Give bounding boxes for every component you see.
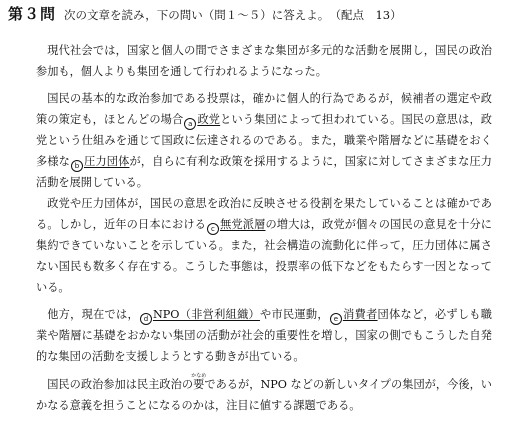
- question-instruction: 次の文章を読み，下の問い（問１～５）に答えよ。: [64, 8, 330, 22]
- passage-paragraph-1: 現代社会では，国家と個人の間でさまざまな集団が多元的な活動を展開し，国民の政治参加も，個人よりも集団を通して行われるようになった。: [36, 44, 492, 78]
- term-e-consumer: 消費者: [342, 308, 378, 321]
- passage: [36, 40, 492, 416]
- term-a-political-party: 政党: [197, 113, 221, 126]
- marker-d-icon: d: [140, 313, 152, 325]
- marker-e-icon: e: [330, 313, 342, 325]
- passage-paragraph-2: 国民の基本的な政治参加である投票は，確かに個人的行為であるが，候補者の選定や政策の策定も，ほとんどの場合 a 政党という集団によって担われている。国民の意思は，政党という仕組みを通じて国政に伝達されるのである。また，職業や階層などに基礎をおく多様な b 圧力団体が，自らに有利な政策を採用するように，国家に対してさまざまな圧力活動を展開している。: [36, 92, 492, 189]
- marker-b-icon: b: [71, 160, 83, 172]
- ruby-kaname: 要かなめ: [191, 373, 207, 391]
- term-b-pressure-group: 圧力団体: [84, 155, 130, 168]
- term-d-npo: NPO（非営利組織）: [152, 308, 261, 321]
- passage-paragraph-4: 他方，現在では， d NPO（非営利組織）や市民運動， e 消費者団体など，必ずしも職業や階層に基礎をおかない集団の活動が社会的重要性を増し，国家の側でもこうした自発的な集団の活動を支援しようとする動きが出ている。: [36, 308, 492, 363]
- passage-paragraph-3: 政党や圧力団体が，国民の意思を政治に反映させる役割を果たしていることは確かである。しかし，近年の日本における c 無党派層の増大は，政党が個々の国民の意見を十分に集約できていないことを示している。また，社会構造の流動化に伴って，圧力団体に属さない国民も数多く存在する。こうした事態は，投票率の低下などをもたらす一因となっている。: [36, 197, 492, 294]
- question-points: （配点 13）: [335, 8, 402, 22]
- passage-paragraph-5: 国民の政治参加は民主政治の要かなめであるが，NPO などの新しいタイプの集団が，今後，いかなる意義を担うことになるのかは，注目に値する課題である。: [36, 373, 492, 412]
- marker-c-icon: c: [207, 223, 219, 235]
- marker-a-icon: a: [184, 118, 196, 130]
- question-header: [8, 6, 518, 23]
- question-number: 第３問: [8, 5, 57, 23]
- term-c-independent-voters: 無党派層: [219, 218, 266, 231]
